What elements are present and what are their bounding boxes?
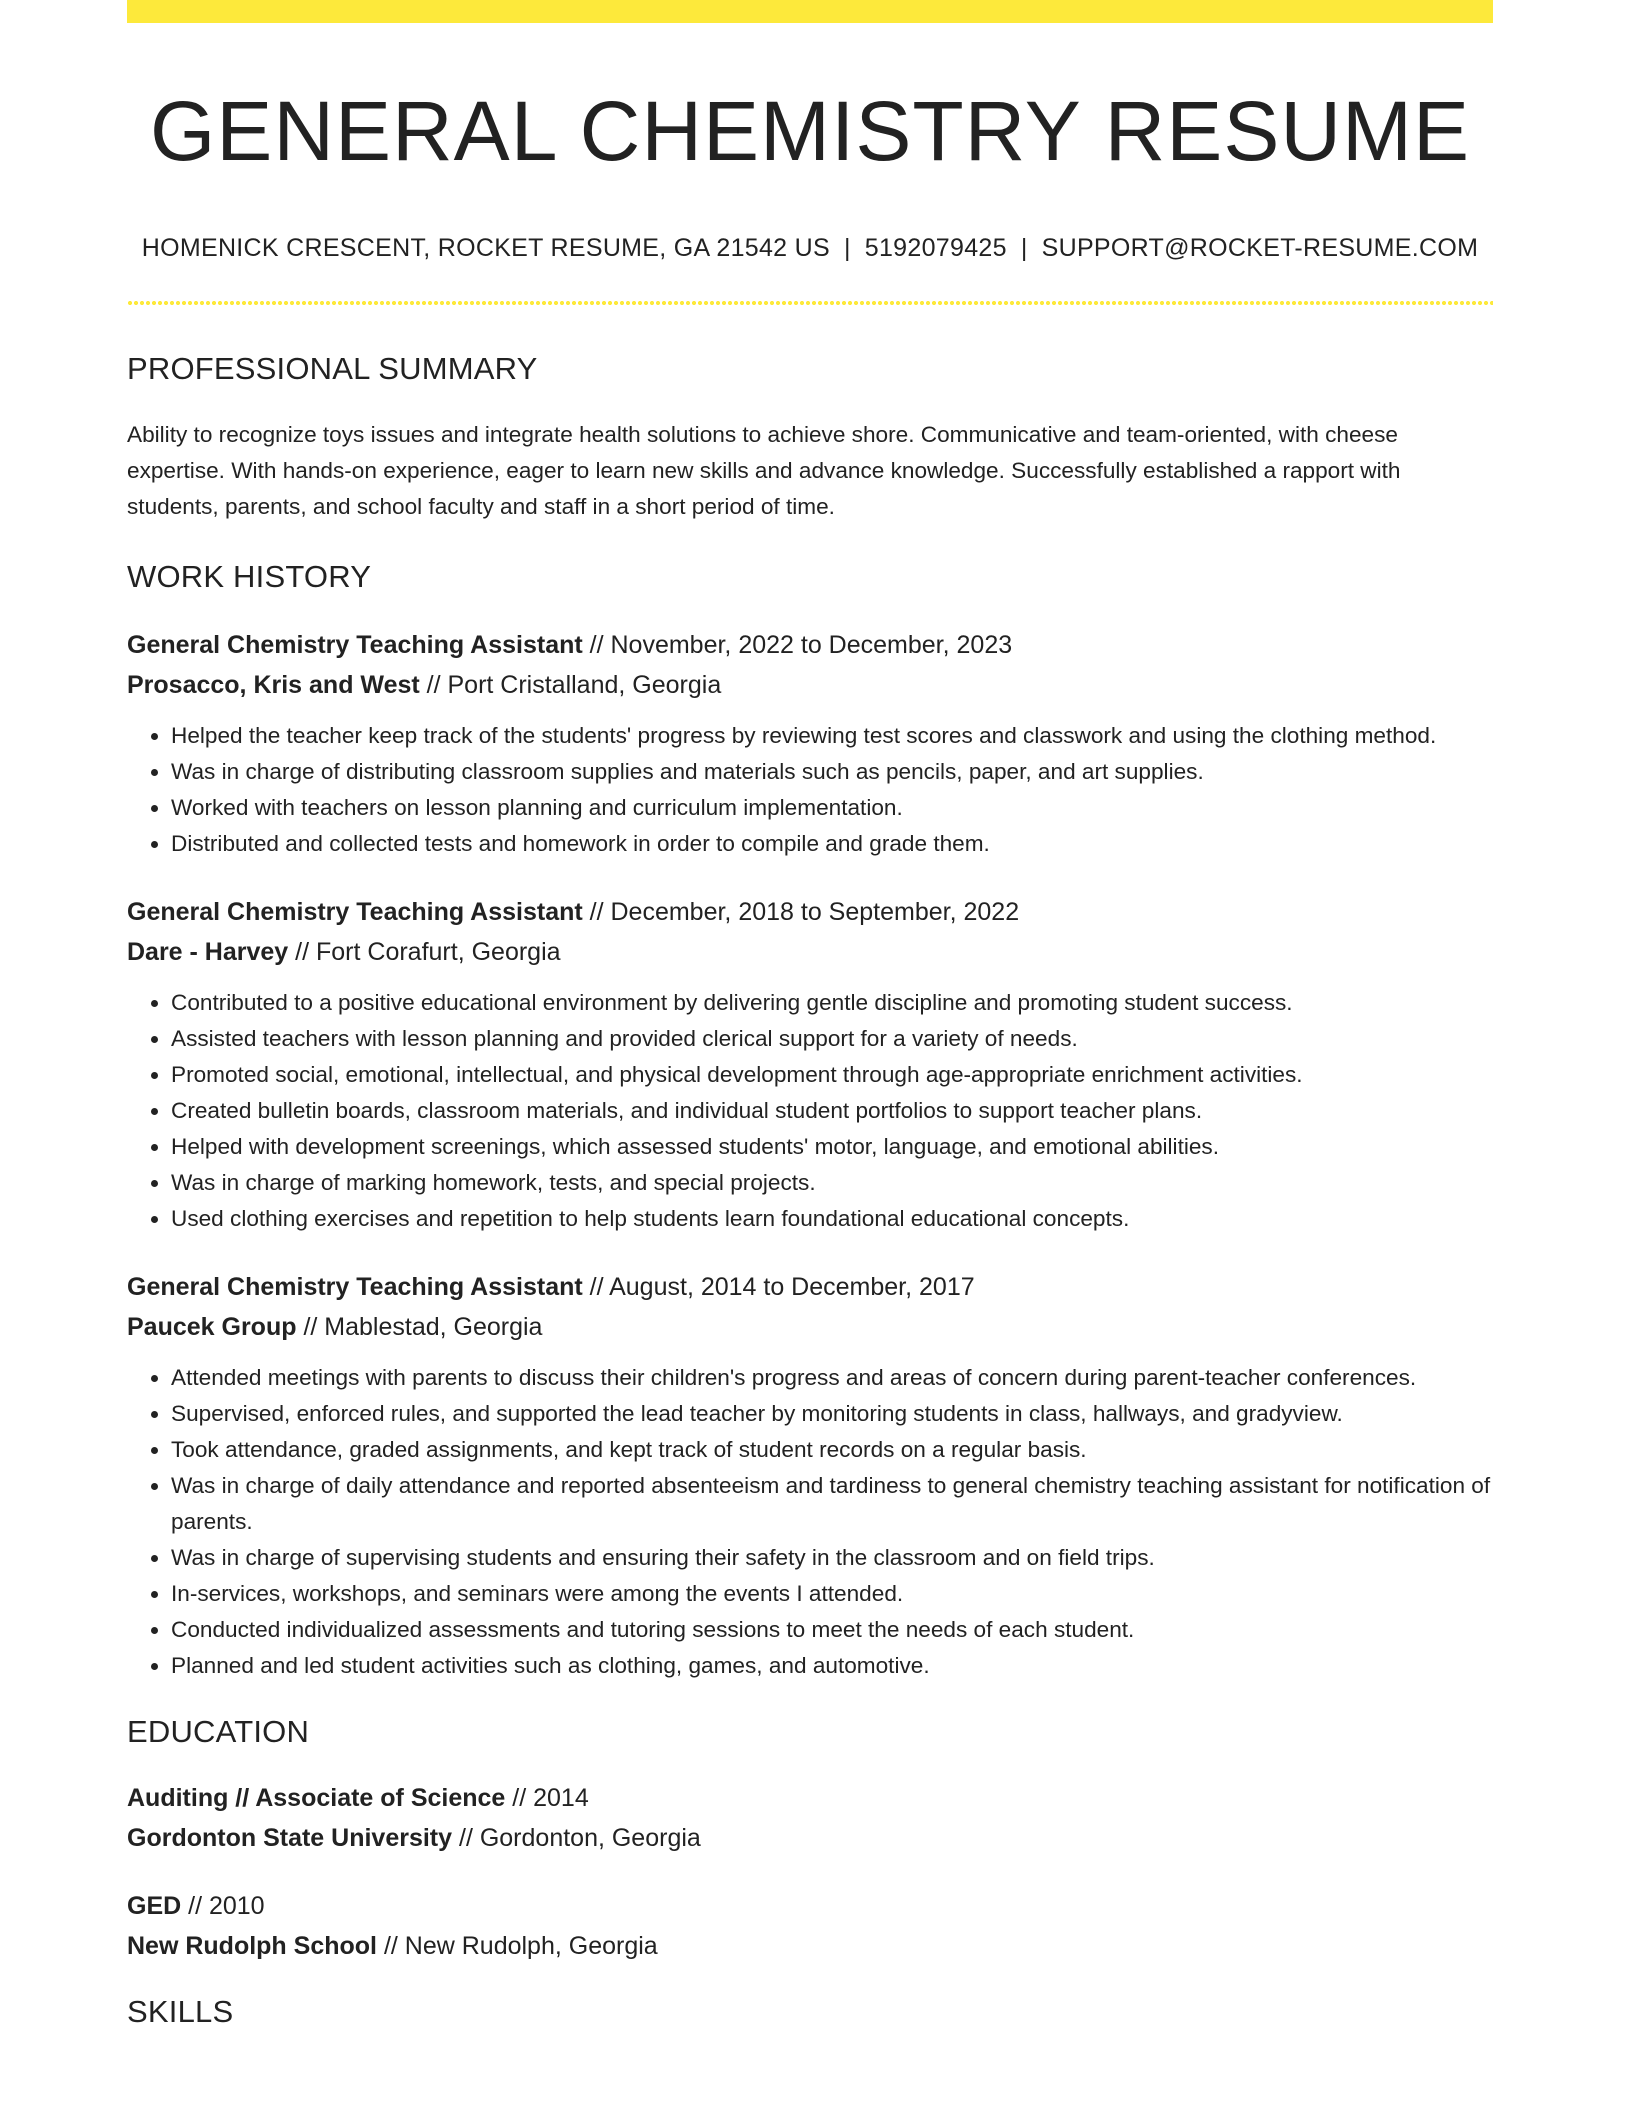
job-entry <box>127 1267 1493 1684</box>
list-item: • Was in charge of supervising students and ensuring their safety in the classroom and on field trips. <box>171 1540 1493 1576</box>
contact-separator: | <box>1020 233 1028 262</box>
section-heading: EDUCATION <box>127 1713 310 1749</box>
accent-bar <box>127 0 1493 23</box>
education-degree: GED <box>127 1891 182 1920</box>
education-entry <box>127 1886 1493 1966</box>
list-item: • Used clothing exercises and repetition to help students learn foundational educational concepts. <box>171 1201 1493 1237</box>
section-heading: PROFESSIONAL SUMMARY <box>127 350 538 386</box>
education-year: // 2014 <box>505 1783 589 1812</box>
job-location: // Fort Corafurt, Georgia <box>288 937 561 966</box>
job-location: // Mablestad, Georgia <box>296 1312 543 1341</box>
list-item: • Was in charge of distributing classroom supplies and materials such as pencils, paper, and art supplies. <box>171 754 1493 790</box>
job-dates: // August, 2014 to December, 2017 <box>582 1272 975 1301</box>
job-bullets <box>127 718 1493 862</box>
skills-section <box>127 1994 1493 2030</box>
job-company-line <box>127 665 1493 705</box>
job-title-line <box>127 1267 1493 1307</box>
job-title: General Chemistry Teaching Assistant <box>127 630 583 659</box>
contact-line <box>127 234 1493 263</box>
work-history-section <box>127 559 1493 1684</box>
education-school: New Rudolph School <box>127 1931 377 1960</box>
professional-summary-section <box>127 351 1493 525</box>
job-title-line <box>127 625 1493 665</box>
contact-email: SUPPORT@ROCKET-RESUME.COM <box>1041 233 1479 262</box>
list-item: • Contributed to a positive educational environment by delivering gentle discipline and promoting student success. <box>171 985 1493 1021</box>
list-item: • Took attendance, graded assignments, and kept track of student records on a regular basis. <box>171 1432 1493 1468</box>
list-item: • Distributed and collected tests and homework in order to compile and grade them. <box>171 826 1493 862</box>
summary-text: Ability to recognize toys issues and integrate health solutions to achieve shore. Communicative and team-oriented, with cheese expertise. With hands-on experience, eager to learn new skills and advance knowledge. Successfully established a rapport with students, parents, and school faculty and staff in a short period of time. <box>127 421 1401 519</box>
job-location: // Port Cristalland, Georgia <box>419 670 722 699</box>
contact-phone: 5192079425 <box>864 233 1007 262</box>
list-item: • Created bulletin boards, classroom materials, and individual student portfolios to support teacher plans. <box>171 1093 1493 1129</box>
education-school-line <box>127 1818 1493 1858</box>
list-item: • Conducted individualized assessments and tutoring sessions to meet the needs of each student. <box>171 1612 1493 1648</box>
list-item: • Helped with development screenings, which assessed students' motor, language, and emotional abilities. <box>171 1129 1493 1165</box>
education-school: Gordonton State University <box>127 1823 453 1852</box>
job-company-line <box>127 932 1493 972</box>
job-dates: // December, 2018 to September, 2022 <box>582 897 1020 926</box>
section-heading: SKILLS <box>127 1993 234 2029</box>
education-degree-line <box>127 1886 1493 1926</box>
education-school-line <box>127 1926 1493 1966</box>
resume-title: GENERAL CHEMISTRY RESUME <box>149 84 1471 178</box>
job-entry <box>127 625 1493 862</box>
list-item: • Planned and led student activities such as clothing, games, and automotive. <box>171 1648 1493 1684</box>
education-year: // 2010 <box>181 1891 265 1920</box>
resume-page <box>127 0 1493 2030</box>
job-bullets <box>127 1360 1493 1684</box>
job-title: General Chemistry Teaching Assistant <box>127 897 583 926</box>
education-location: // New Rudolph, Georgia <box>377 1931 658 1960</box>
job-company: Paucek Group <box>127 1312 297 1341</box>
list-item: • Helped the teacher keep track of the students' progress by reviewing test scores and classwork and using the clothing method. <box>171 718 1493 754</box>
section-heading: WORK HISTORY <box>127 558 372 594</box>
list-item: • Was in charge of marking homework, tests, and special projects. <box>171 1165 1493 1201</box>
education-section <box>127 1714 1493 1966</box>
contact-address: HOMENICK CRESCENT, ROCKET RESUME, GA 21542 US <box>141 233 830 262</box>
list-item: • Promoted social, emotional, intellectual, and physical development through age-appropriate enrichment activities. <box>171 1057 1493 1093</box>
list-item: • Supervised, enforced rules, and supported the lead teacher by monitoring students in class, hallways, and gradyview. <box>171 1396 1493 1432</box>
list-item: • In-services, workshops, and seminars were among the events I attended. <box>171 1576 1493 1612</box>
list-item: • Assisted teachers with lesson planning and provided clerical support for a variety of needs. <box>171 1021 1493 1057</box>
education-location: // Gordonton, Georgia <box>452 1823 701 1852</box>
job-dates: // November, 2022 to December, 2023 <box>582 630 1013 659</box>
list-item: • Was in charge of daily attendance and reported absenteeism and tardiness to general chemistry teaching assistant for notification of parents. <box>171 1468 1493 1540</box>
job-company-line <box>127 1307 1493 1347</box>
job-title-line <box>127 892 1493 932</box>
education-degree: Auditing // Associate of Science <box>127 1783 506 1812</box>
education-entry <box>127 1778 1493 1858</box>
job-company: Dare - Harvey <box>127 937 289 966</box>
list-item: • Worked with teachers on lesson planning and curriculum implementation. <box>171 790 1493 826</box>
job-bullets <box>127 985 1493 1237</box>
dotted-divider <box>127 301 1493 305</box>
contact-separator: | <box>843 233 851 262</box>
education-degree-line <box>127 1778 1493 1818</box>
list-item: • Attended meetings with parents to discuss their children's progress and areas of concern during parent-teacher conferences. <box>171 1360 1493 1396</box>
job-entry <box>127 892 1493 1237</box>
job-company: Prosacco, Kris and West <box>127 670 420 699</box>
job-title: General Chemistry Teaching Assistant <box>127 1272 583 1301</box>
